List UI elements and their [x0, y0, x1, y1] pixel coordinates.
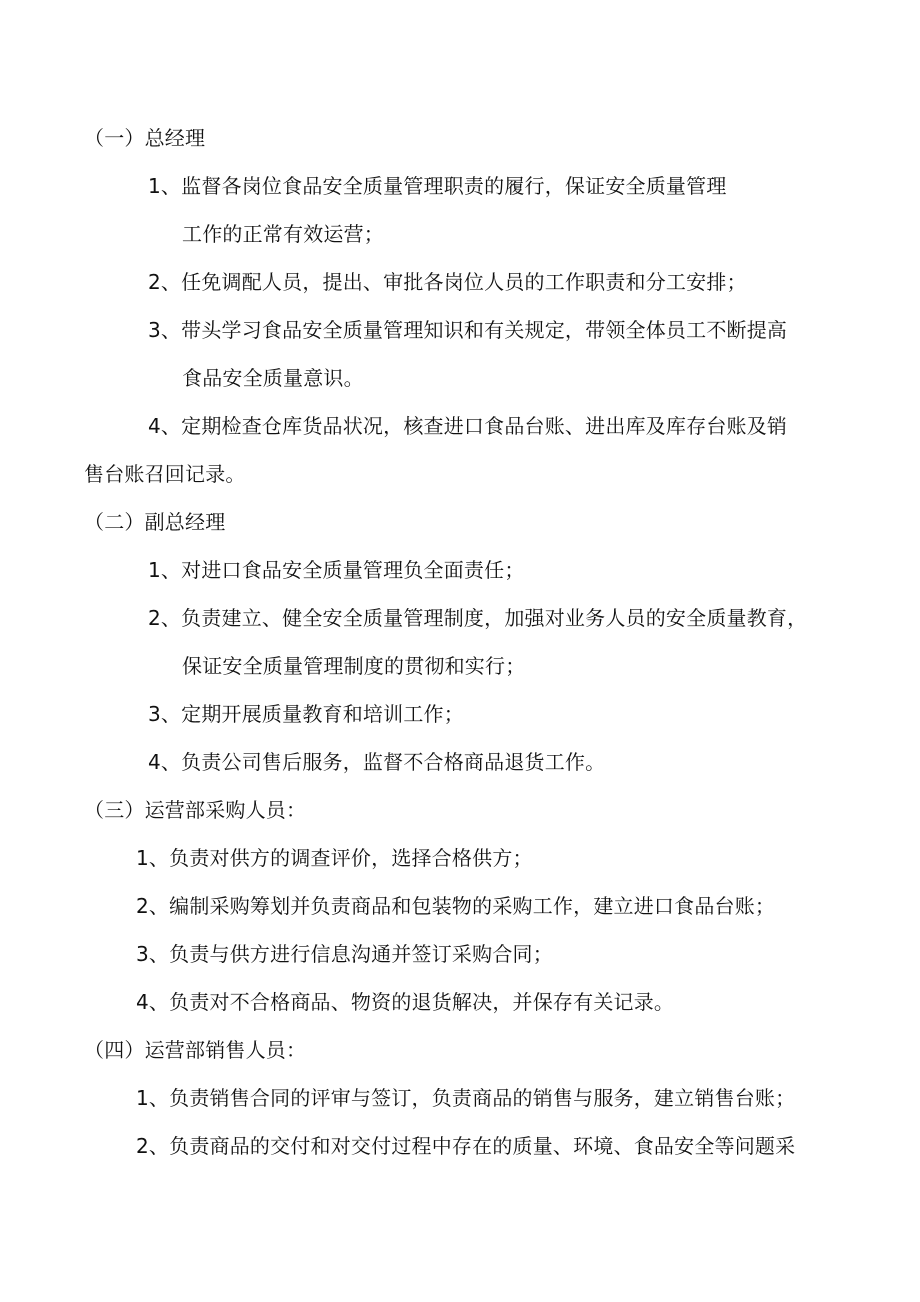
paragraph-line: 4、定期检查仓库货品状况，核查进口食品台账、进出库及库存台账及销 [148, 414, 788, 438]
paragraph-line: 1、对进口食品安全质量管理负全面责任； [148, 558, 525, 582]
paragraph-line: 1、负责对供方的调查评价，选择合格供方； [136, 846, 533, 870]
paragraph-line: 1、负责销售合同的评审与签订，负责商品的销售与服务，建立销售台账； [136, 1086, 796, 1110]
paragraph-line: 3、带头学习食品安全质量管理知识和有关规定，带领全体员工不断提高 [148, 318, 788, 342]
paragraph-line: 2、负责商品的交付和对交付过程中存在的质量、环境、食品安全等问题采 [136, 1134, 796, 1158]
paragraph-line: 食品安全质量意识。 [182, 366, 364, 390]
paragraph-line: 2、负责建立、健全安全质量管理制度，加强对业务人员的安全质量教育， [148, 606, 808, 630]
section-heading-purchasing-staff: （三）运营部采购人员： [84, 798, 307, 822]
paragraph-line: 2、任免调配人员，提出、审批各岗位人员的工作职责和分工安排； [148, 270, 747, 294]
paragraph-line: 3、定期开展质量教育和培训工作； [148, 702, 464, 726]
section-heading-deputy-general-manager: （二）副总经理 [84, 510, 226, 534]
paragraph-line: 保证安全质量管理制度的贯彻和实行； [182, 654, 526, 678]
paragraph-line: 3、负责与供方进行信息沟通并签订采购合同； [136, 942, 553, 966]
paragraph-line: 1、监督各岗位食品安全质量管理职责的履行，保证安全质量管理 [148, 174, 727, 198]
paragraph-line: 售台账召回记录。 [84, 462, 246, 486]
paragraph-line: 2、编制采购筹划并负责商品和包装物的采购工作，建立进口食品台账； [136, 894, 776, 918]
section-heading-sales-staff: （四）运营部销售人员： [84, 1038, 307, 1062]
paragraph-line: 4、负责对不合格商品、物资的退货解决，并保存有关记录。 [136, 990, 675, 1014]
paragraph-line: 工作的正常有效运营； [182, 222, 384, 246]
paragraph-line: 4、负责公司售后服务，监督不合格商品退货工作。 [148, 750, 606, 774]
section-heading-general-manager: （一）总经理 [84, 126, 206, 150]
